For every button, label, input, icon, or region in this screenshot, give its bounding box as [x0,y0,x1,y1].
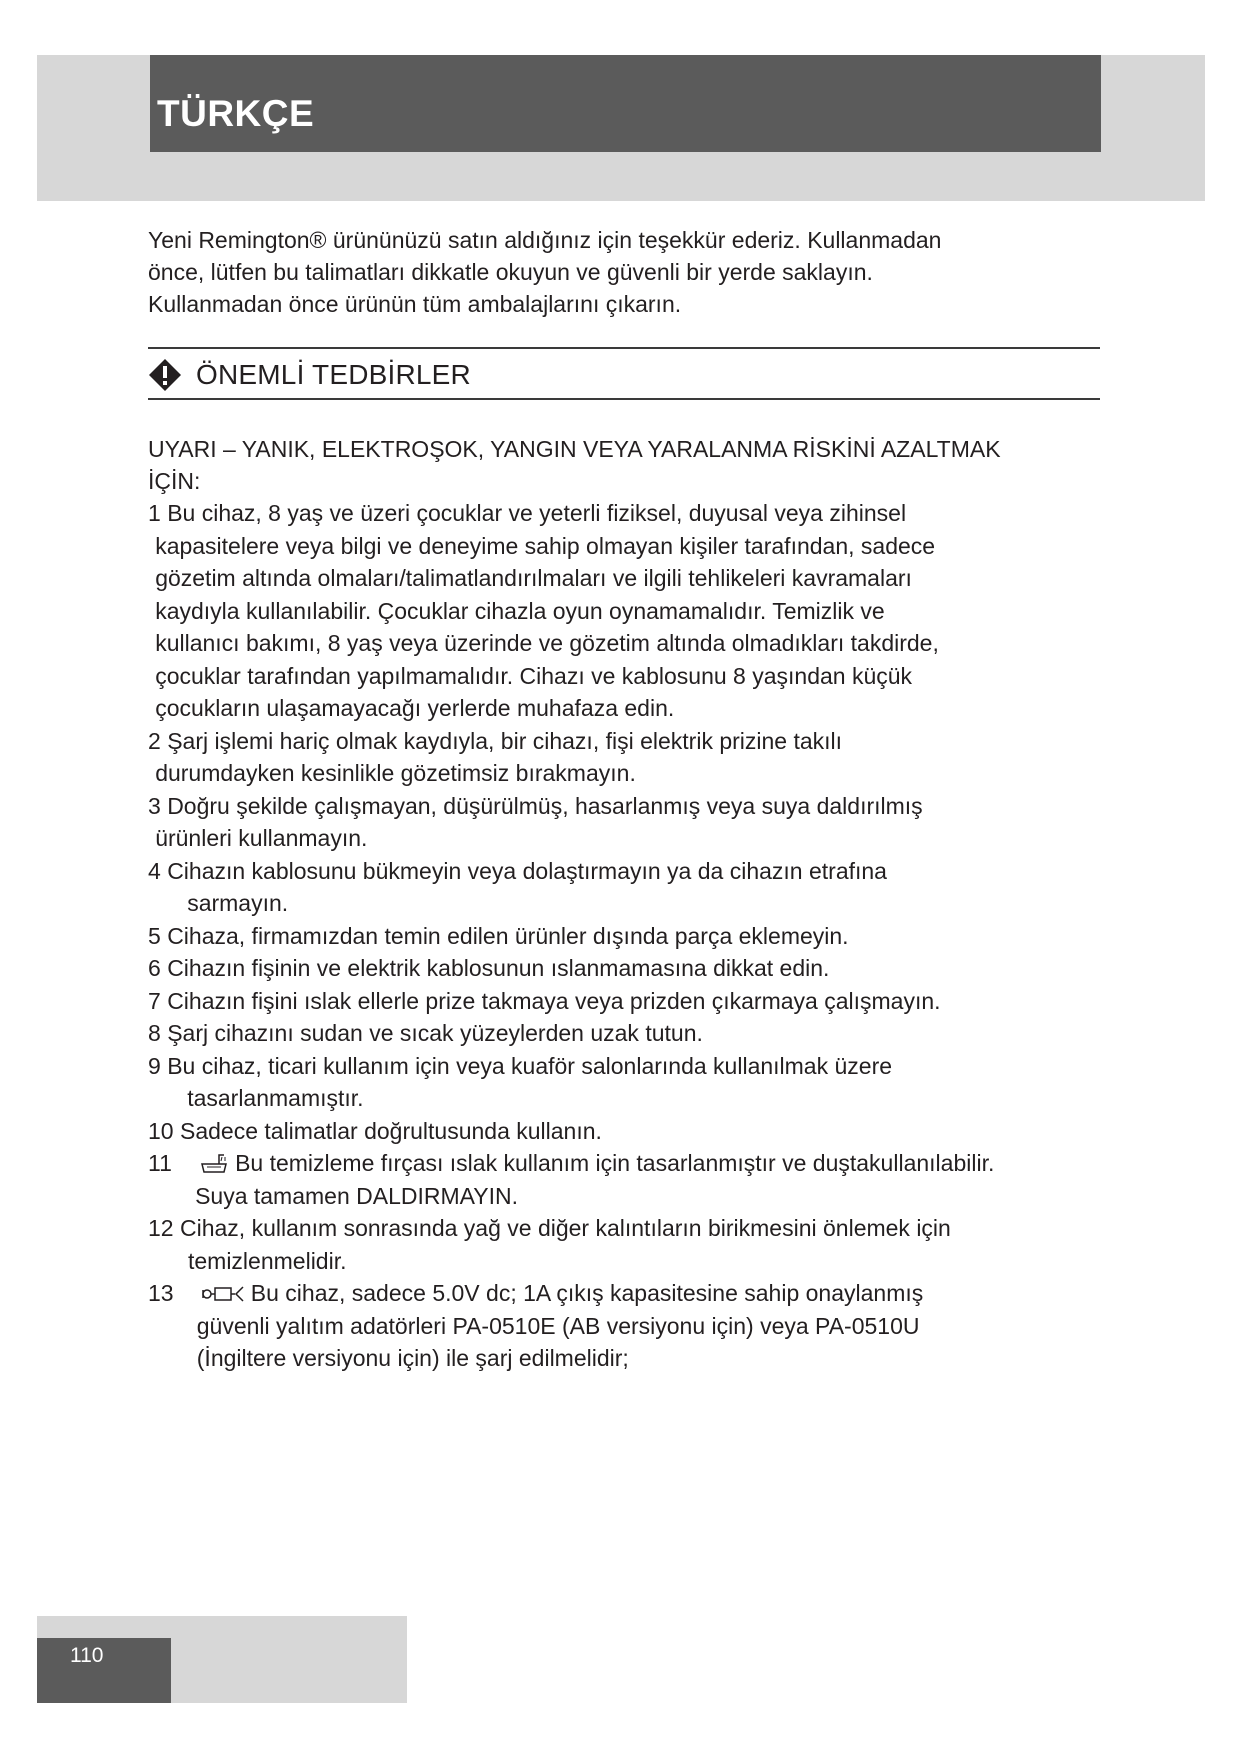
list-item [148,1050,1108,1115]
item-number: 13 [148,1280,174,1306]
list-item [148,1212,1108,1277]
item-number: 2 [148,727,161,754]
item-line: temizlenmelidir. [187,1247,347,1274]
item-line: kaydıyla kullanılabilir. Çocuklar cihazla oyun oynamamalıdır. Temizlik ve [155,597,885,624]
item-number: 8 [148,1020,161,1046]
list-item [148,497,1108,725]
item-number: 4 [148,857,161,884]
list-item [148,952,1108,985]
item-line: tasarlanmamıştır. [187,1085,364,1111]
item-line: Suya tamamen DALDIRMAYIN. [195,1182,519,1209]
intro-paragraph [148,224,1088,320]
item-line: Sadece talimatlar doğrultusunda kullanın. [179,1117,602,1144]
intro-line: Yeni Remington® ürününüzü satın aldığınız için teşekkür ederiz. Kullanmadan [148,227,942,253]
list-item [148,985,1108,1018]
item-line: Bu cihaz, ticari kullanım için veya kuaför salonlarında kullanılmak üzere [167,1052,893,1079]
intro-line: önce, lütfen bu talimatları dikkatle okuyun ve güvenli bir yerde saklayın. [148,259,873,285]
item-number: 5 [148,922,161,949]
item-number: 11 [148,1150,172,1176]
list-item [148,725,1108,790]
item-line: Bu cihaz, sadece 5.0V dc; 1A çıkış kapasitesine sahip onaylanmış [250,1280,924,1306]
item-line: çocuklar tarafından yapılmamalıdır. Cihazı ve kablosunu 8 yaşından küçük [155,662,913,689]
item-line: Doğru şekilde çalışmayan, düşürülmüş, hasarlanmış veya suya daldırılmış [167,792,923,819]
safety-isolating-transformer-icon [201,1284,245,1304]
item-line: Cihaza, firmamızdan temin edilen ürünler dışında parça eklemeyin. [167,922,849,949]
list-item [148,1017,1108,1050]
safety-list [148,497,1108,1375]
item-line: (İngiltere versiyonu için) ile şarj edilmelidir; [196,1345,629,1371]
section-heading [148,356,471,394]
footer-box [37,1638,171,1703]
item-line: ürünleri kullanmayın. [155,825,368,851]
list-item [148,1115,1108,1148]
item-line: kullanıcı bakımı, 8 yaş veya üzerinde ve gözetim altında olmadıkları takdirde, [155,630,939,656]
warning-diamond-icon [148,358,182,392]
list-item [148,855,1108,920]
item-line: Cihazın fişinin ve elektrik kablosunun ıslanmamasına dikkat edin. [167,955,830,981]
item-line: sarmayın. [187,890,289,916]
intro-line: Kullanmadan önce ürünün tüm ambalajlarını çıkarın. [148,291,682,317]
item-line: Bu cihaz, 8 yaş ve üzeri çocuklar ve yeterli fiziksel, duyusal veya zihinsel [167,500,907,526]
item-number: 10 [148,1117,174,1144]
item-line: güvenli yalıtım adatörleri PA-0510E (AB versiyonu için) veya PA-0510U [196,1312,920,1339]
item-line: çocukların ulaşamayacağı yerlerde muhafaza edin. [155,695,675,721]
page-number: 110 [70,1644,104,1667]
item-line: Şarj işlemi hariç olmak kaydıyla, bir cihazı, fişi elektrik prizine takılı [167,727,843,754]
item-number: 1 [148,500,161,526]
list-item [148,1277,1108,1375]
page-title: TÜRKÇE [157,93,315,134]
item-line: Cihaz, kullanım sonrasında yağ ve diğer kalıntıların birikmesini önlemek için [179,1215,951,1241]
item-number: 12 [148,1215,174,1241]
item-number: 7 [148,987,161,1014]
item-number: 6 [148,955,161,981]
item-line: Cihazın fişini ıslak ellerle prize takmaya veya prizden çıkarmaya çalışmayın. [167,987,941,1014]
section-rule-bottom [148,398,1100,400]
item-line: Cihazın kablosunu bükmeyin veya dolaştırmayın ya da cihazın etrafına [167,857,887,884]
list-item [148,1147,1108,1212]
item-line: gözetim altında olmaları/talimatlandırılmaları ve ilgili tehlikeleri kavramaları [155,565,912,591]
item-line: kapasitelere veya bilgi ve deneyime sahip olmayan kişiler tarafından, sadece [155,532,936,559]
item-number: 3 [148,792,161,819]
list-item [148,790,1108,855]
item-line: durumdayken kesinlikle gözetimsiz bırakmayın. [155,760,636,786]
item-line: Şarj cihazını sudan ve sıcak yüzeylerden uzak tutun. [167,1020,703,1046]
item-number: 9 [148,1052,161,1079]
list-item [148,920,1108,953]
section-title: ÖNEMLİ TEDBİRLER [196,359,471,390]
warning-line: İÇİN: [148,468,201,494]
warning-text [148,433,1098,497]
warning-line: UYARI – YANIK, ELEKTROŞOK, YANGIN VEYA YARALANMA RİSKİNİ AZALTMAK [148,436,1001,462]
section-rule-top [148,347,1100,349]
shower-wet-use-icon [199,1152,229,1174]
item-line: Bu temizleme fırçası ıslak kullanım için tasarlanmıştır ve duştakullanılabilir. [235,1150,995,1176]
